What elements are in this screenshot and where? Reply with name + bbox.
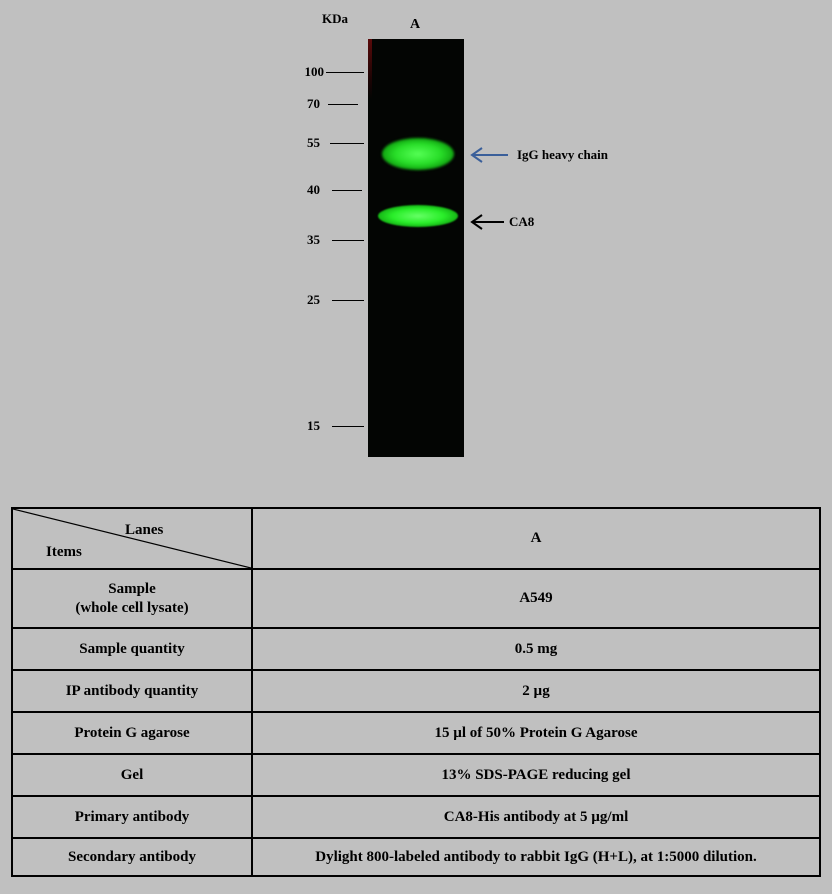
marker-tick (332, 240, 364, 241)
lanes-items-header-cell (12, 508, 252, 569)
row-value: CA8-His antibody at 5 µg/ml (252, 796, 820, 838)
marker-tick (332, 190, 362, 191)
left-arrow-icon (470, 147, 510, 163)
lane-a-header: A (252, 508, 820, 569)
marker-tick (328, 104, 358, 105)
row-value: 13% SDS-PAGE reducing gel (252, 754, 820, 796)
table-row (12, 712, 820, 754)
marker-label: 55 (307, 135, 320, 150)
row-label: Secondary antibody (12, 838, 252, 876)
marker-tick (332, 426, 364, 427)
sample-label: Sample (108, 580, 156, 597)
table-header-row (12, 508, 820, 569)
marker-label: 35 (307, 232, 320, 247)
marker-25 (290, 293, 364, 307)
table-row (12, 670, 820, 712)
igg-heavy-chain-band (382, 138, 454, 170)
row-label: IP antibody quantity (12, 670, 252, 712)
igg-heavy-chain-label: IgG heavy chain (517, 147, 609, 162)
row-label (12, 569, 252, 628)
row-value: Dylight 800-labeled antibody to rabbit IgG (H+L), at 1:5000 dilution. (252, 838, 820, 876)
sample-sublabel: (whole cell lysate) (75, 599, 189, 616)
marker-label: 100 (304, 64, 324, 79)
table-row (12, 569, 820, 628)
row-label: Primary antibody (12, 796, 252, 838)
row-label: Protein G agarose (12, 712, 252, 754)
row-value: 15 µl of 50% Protein G Agarose (252, 712, 820, 754)
igg-heavy-chain-annotation (470, 147, 670, 163)
marker-tick (326, 72, 364, 73)
marker-tick (332, 300, 364, 301)
table-row (12, 754, 820, 796)
ca8-label: CA8 (509, 214, 535, 229)
items-header: Items (46, 544, 82, 560)
lanes-header: Lanes (125, 522, 164, 538)
ca8-annotation (470, 214, 590, 230)
marker-15 (290, 419, 364, 433)
marker-label: 70 (307, 96, 320, 111)
gel-lane-image (368, 39, 464, 457)
marker-label: 25 (307, 292, 320, 307)
lane-a-label: A (410, 17, 421, 32)
experiment-conditions-table (11, 507, 821, 877)
left-arrow-icon (470, 214, 506, 230)
marker-100 (290, 65, 364, 79)
row-value: A549 (252, 569, 820, 628)
gel-edge-artifact (368, 39, 372, 99)
marker-55 (290, 136, 364, 150)
table-row (12, 628, 820, 670)
row-label: Gel (12, 754, 252, 796)
marker-40 (290, 183, 364, 197)
marker-70 (290, 97, 364, 111)
table-row (12, 796, 820, 838)
row-value: 0.5 mg (252, 628, 820, 670)
marker-35 (290, 233, 364, 247)
marker-tick (330, 143, 364, 144)
table-row (12, 838, 820, 876)
ca8-band (378, 205, 458, 227)
marker-label: 15 (307, 418, 320, 433)
row-value: 2 µg (252, 670, 820, 712)
marker-label: 40 (307, 182, 320, 197)
row-label: Sample quantity (12, 628, 252, 670)
molecular-weight-unit-label: KDa (322, 11, 348, 26)
